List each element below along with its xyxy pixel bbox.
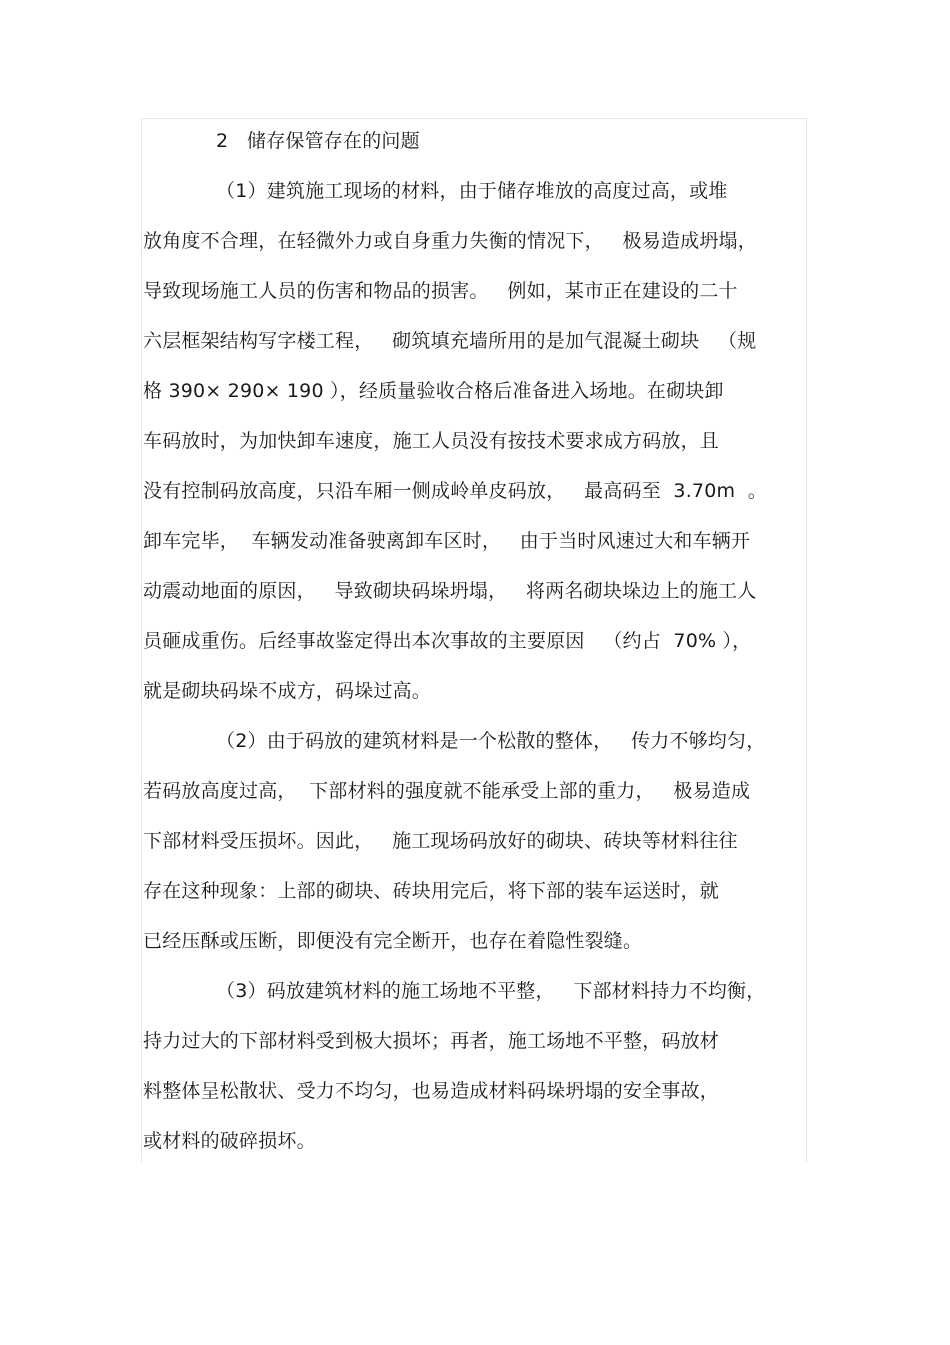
text-line: （1）建筑施工现场的材料，由于储存堆放的高度过高，或堆 (216, 180, 728, 202)
text-line: 车码放时，为加快卸车速度，施工人员没有按技术要求成方码放，且 (143, 430, 720, 452)
text-line: 格 390× 290× 190 ），经质量验收合格后准备进入场地。在砌块卸 (143, 380, 724, 402)
text-line: （2）由于码放的建筑材料是一个松散的整体， 传力不够均匀， (216, 730, 766, 752)
text-line: 下部材料受压损坏。因此， 施工现场码放好的砌块、砖块等材料往往 (143, 830, 738, 852)
text-line: 持力过大的下部材料受到极大损坏；再者，施工场地不平整，码放材 (143, 1030, 720, 1052)
text-line: 若码放高度过高， 下部材料的强度就不能承受上部的重力， 极易造成 (143, 780, 751, 802)
section-heading: 2 储存保管存在的问题 (216, 130, 420, 152)
text-line: 已经压酥或压断，即便没有完全断开，也存在着隐性裂缝。 (143, 930, 643, 952)
text-line: 或材料的破碎损坏。 (143, 1130, 316, 1152)
text-line: （3）码放建筑材料的施工场地不平整， 下部材料持力不均衡， (216, 980, 766, 1002)
text-line: 员砸成重伤。后经事故鉴定得出本次事故的主要原因 （约占 70% ）， (143, 630, 752, 652)
text-line: 存在这种现象：上部的砌块、砖块用完后，将下部的装车运送时，就 (143, 880, 720, 902)
text-line: 料整体呈松散状、受力不均匀，也易造成材料码垛坍塌的安全事故， (143, 1080, 720, 1102)
text-line: 导致现场施工人员的伤害和物品的损害。 例如，某市正在建设的二十 (143, 280, 738, 302)
text-line: 就是砌块码垛不成方，码垛过高。 (143, 680, 432, 702)
text-line: 动震动地面的原因， 导致砌块码垛坍塌， 将两名砌块垛边上的施工人 (143, 580, 757, 602)
text-line: 没有控制码放高度，只沿车厢一侧成岭单皮码放， 最高码至 3.70m 。 (143, 480, 767, 502)
text-line: 卸车完毕， 车辆发动准备驶离卸车区时， 由于当时风速过大和车辆开 (143, 530, 751, 552)
text-line: 六层框架结构写字楼工程， 砌筑填充墙所用的是加气混凝土砌块 （规 (143, 330, 757, 352)
text-line: 放角度不合理，在轻微外力或自身重力失衡的情况下， 极易造成坍塌， (143, 230, 757, 252)
